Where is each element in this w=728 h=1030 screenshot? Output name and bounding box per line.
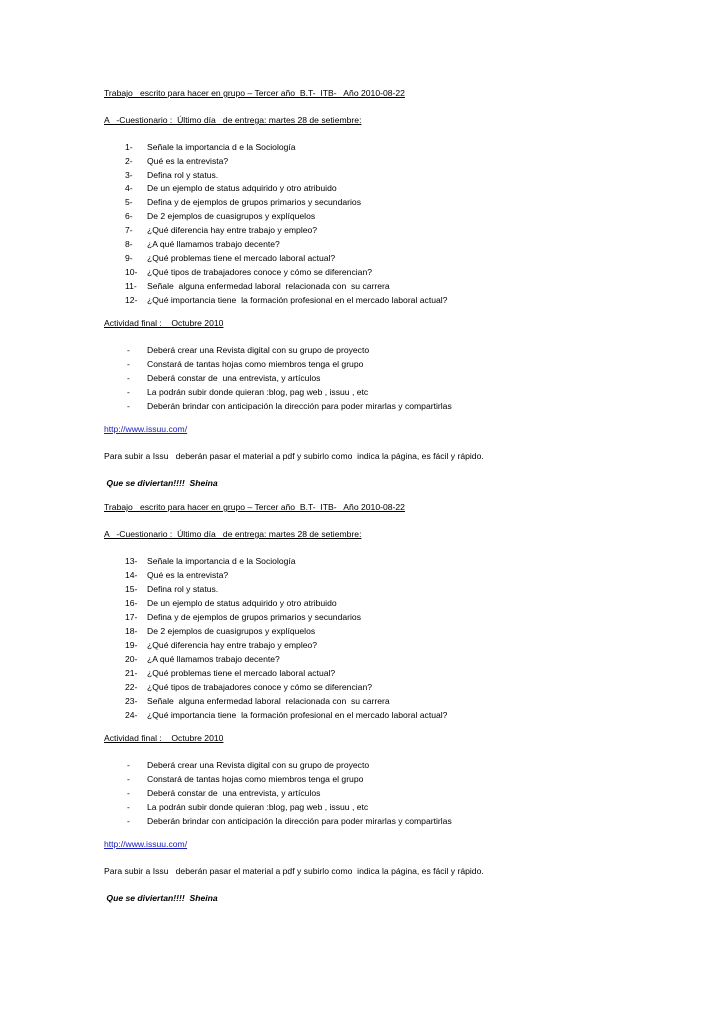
question-text: Qué es la entrevista? <box>147 156 229 166</box>
issuu-link[interactable]: http://www.issuu.com/ <box>104 839 188 849</box>
upload-instructions: Para subir a Issu deberán pasar el material a pdf y subirlo como indica la página, es fácil y rápido. <box>104 451 484 461</box>
bullet-mark: - <box>127 373 130 383</box>
bullet-mark: - <box>127 788 130 798</box>
question-number: 18- <box>125 626 138 636</box>
bullet-text: Constará de tantas hojas como miembros tenga el grupo <box>147 774 364 784</box>
bullet-mark: - <box>127 774 130 784</box>
question-text: ¿Qué diferencia hay entre trabajo y empleo? <box>147 225 318 235</box>
question-number: 17- <box>125 612 138 622</box>
issuu-link[interactable]: http://www.issuu.com/ <box>104 424 188 434</box>
question-text: ¿Qué problemas tiene el mercado laboral actual? <box>147 668 336 678</box>
question-number: 14- <box>125 570 138 580</box>
question-number: 10- <box>125 267 138 277</box>
question-number: 3- <box>125 170 133 180</box>
question-number: 4- <box>125 183 133 193</box>
question-number: 24- <box>125 710 138 720</box>
bullet-mark: - <box>127 387 130 397</box>
question-number: 9- <box>125 253 133 263</box>
bullet-text: La podrán subir donde quieran :blog, pag web , issuu , etc <box>147 387 369 397</box>
bullet-text: Deberá constar de una entrevista, y artículos <box>147 788 321 798</box>
final-activity-heading: Actividad final : Octubre 2010 <box>104 318 224 328</box>
question-text: De un ejemplo de status adquirido y otro atribuido <box>147 183 337 193</box>
question-text: ¿Qué diferencia hay entre trabajo y empleo? <box>147 640 318 650</box>
question-number: 6- <box>125 211 133 221</box>
question-number: 15- <box>125 584 138 594</box>
question-number: 7- <box>125 225 133 235</box>
question-number: 20- <box>125 654 138 664</box>
question-text: ¿Qué tipos de trabajadores conoce y cómo se diferencian? <box>147 682 372 692</box>
signoff: Que se diviertan!!!! Sheina <box>104 478 218 488</box>
question-text: Defina y de ejemplos de grupos primarios y secundarios <box>147 612 361 622</box>
question-text: ¿A qué llamamos trabajo decente? <box>147 239 280 249</box>
section-title: Trabajo escrito para hacer en grupo – Tercer año B.T- ITB- Año 2010-08-22 <box>104 88 405 98</box>
question-text: Defina y de ejemplos de grupos primarios y secundarios <box>147 197 361 207</box>
bullet-mark: - <box>127 760 130 770</box>
bullet-mark: - <box>127 802 130 812</box>
question-text: ¿A qué llamamos trabajo decente? <box>147 654 280 664</box>
question-number: 8- <box>125 239 133 249</box>
bullet-text: Deberán brindar con anticipación la dirección para poder mirarlas y compartirlas <box>147 401 452 411</box>
question-text: ¿Qué tipos de trabajadores conoce y cómo se diferencian? <box>147 267 372 277</box>
section-title: Trabajo escrito para hacer en grupo – Tercer año B.T- ITB- Año 2010-08-22 <box>104 502 405 512</box>
question-text: Defina rol y status. <box>147 170 219 180</box>
question-number: 16- <box>125 598 138 608</box>
question-number: 1- <box>125 142 133 152</box>
bullet-mark: - <box>127 401 130 411</box>
questionnaire-heading: A -Cuestionario : Último día de entrega: martes 28 de setiembre: <box>104 115 362 125</box>
question-text: ¿Qué importancia tiene la formación profesional en el mercado laboral actual? <box>147 710 448 720</box>
upload-instructions: Para subir a Issu deberán pasar el material a pdf y subirlo como indica la página, es fácil y rápido. <box>104 866 484 876</box>
bullet-mark: - <box>127 359 130 369</box>
question-text: Qué es la entrevista? <box>147 570 229 580</box>
question-text: De 2 ejemplos de cuasigrupos y explíquelos <box>147 626 316 636</box>
bullet-text: Deberá constar de una entrevista, y artículos <box>147 373 321 383</box>
question-text: Señale la importancia d e la Sociología <box>147 142 296 152</box>
bullet-text: Deberán brindar con anticipación la dirección para poder mirarlas y compartirlas <box>147 816 452 826</box>
question-text: ¿Qué importancia tiene la formación profesional en el mercado laboral actual? <box>147 295 448 305</box>
bullet-text: Constará de tantas hojas como miembros tenga el grupo <box>147 359 364 369</box>
question-number: 23- <box>125 696 138 706</box>
question-text: ¿Qué problemas tiene el mercado laboral actual? <box>147 253 336 263</box>
question-text: Señale la importancia d e la Sociología <box>147 556 296 566</box>
bullet-text: La podrán subir donde quieran :blog, pag web , issuu , etc <box>147 802 369 812</box>
bullet-text: Deberá crear una Revista digital con su grupo de proyecto <box>147 760 370 770</box>
bullet-text: Deberá crear una Revista digital con su grupo de proyecto <box>147 345 370 355</box>
question-number: 12- <box>125 295 138 305</box>
bullet-mark: - <box>127 816 130 826</box>
question-text: Defina rol y status. <box>147 584 219 594</box>
question-text: De 2 ejemplos de cuasigrupos y explíquelos <box>147 211 316 221</box>
question-text: Señale alguna enfermedad laboral relacionada con su carrera <box>147 696 390 706</box>
final-activity-heading: Actividad final : Octubre 2010 <box>104 733 224 743</box>
question-number: 22- <box>125 682 138 692</box>
question-number: 2- <box>125 156 133 166</box>
question-number: 21- <box>125 668 138 678</box>
question-text: De un ejemplo de status adquirido y otro atribuido <box>147 598 337 608</box>
question-number: 11- <box>125 281 137 291</box>
question-text: Señale alguna enfermedad laboral relacionada con su carrera <box>147 281 390 291</box>
bullet-mark: - <box>127 345 130 355</box>
signoff: Que se diviertan!!!! Sheina <box>104 893 218 903</box>
question-number: 5- <box>125 197 133 207</box>
question-number: 13- <box>125 556 138 566</box>
question-number: 19- <box>125 640 138 650</box>
questionnaire-heading: A -Cuestionario : Último día de entrega: martes 28 de setiembre: <box>104 529 362 539</box>
